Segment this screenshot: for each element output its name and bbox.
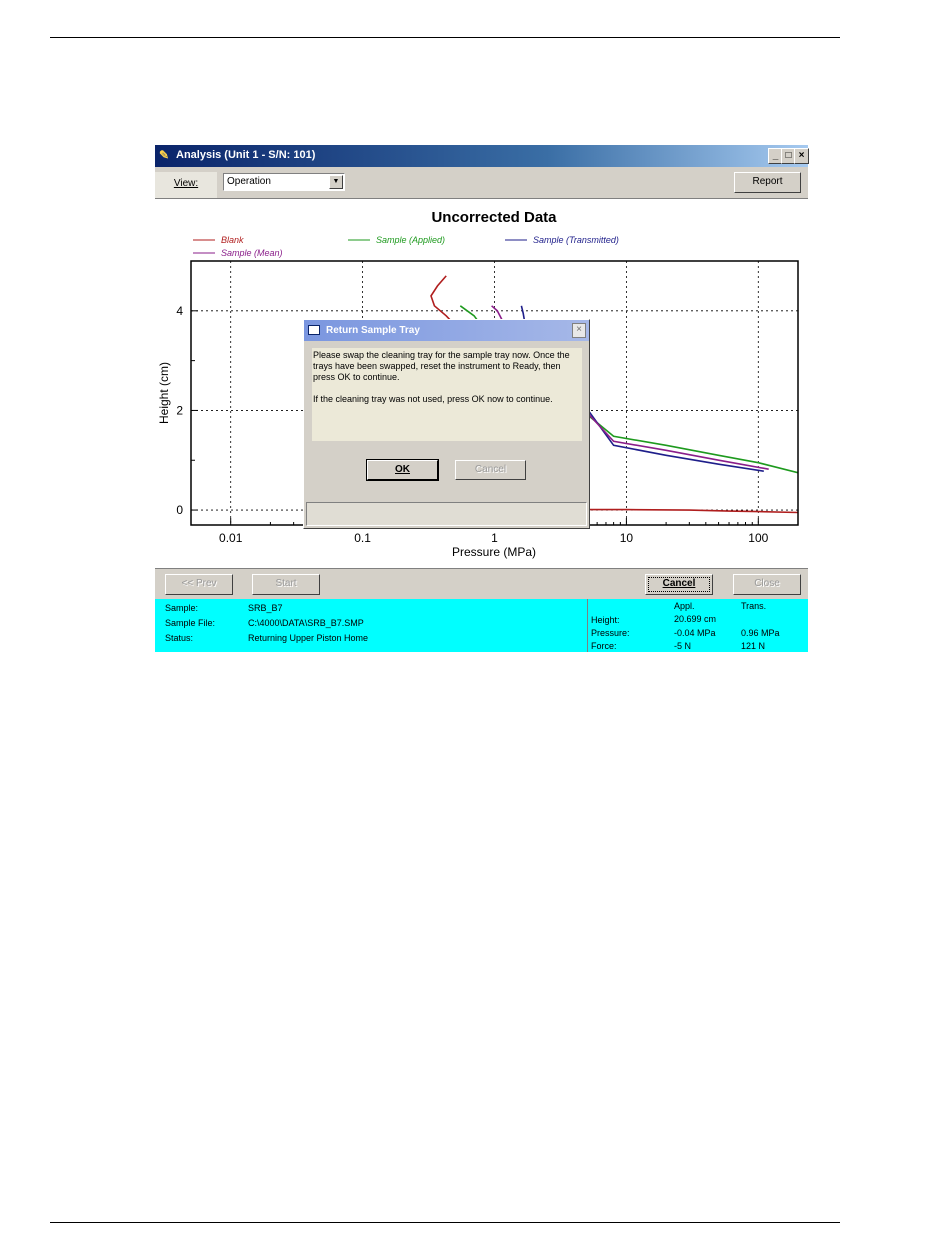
force-trans-value: 121 N	[741, 641, 766, 651]
dialog-message-line-1: Please swap the cleaning tray for the sample tray now. Once the trays have been swapped, reset the instrument to Ready, then press OK to continue.	[313, 350, 570, 382]
force-label: Force:	[591, 641, 617, 651]
dialog-close-icon[interactable]: ×	[572, 323, 586, 338]
x-tick-label: 100	[748, 531, 769, 545]
status-label: Status:	[165, 633, 194, 643]
x-tick-label: 0.1	[354, 531, 371, 545]
x-axis-label: Pressure (MPa)	[451, 545, 537, 559]
y-tick-label: 4	[176, 303, 183, 318]
start-button[interactable]: Start	[252, 574, 320, 595]
height-label: Height:	[591, 615, 620, 625]
dialog-status-strip	[306, 502, 587, 526]
close-button[interactable]: Close	[733, 574, 801, 595]
chart-title: Uncorrected Data	[431, 209, 557, 226]
sample-value: SRB_B7	[248, 603, 283, 613]
x-tick-label: 0.01	[219, 531, 243, 545]
app-icon: ✎	[159, 148, 170, 162]
legend-label-2: Sample (Applied)	[376, 235, 446, 245]
minimize-button[interactable]: _	[768, 148, 783, 164]
view-select-value: Operation	[227, 176, 271, 187]
cancel-button[interactable]: Cancel	[645, 574, 713, 595]
dialog-message-line-2: If the cleaning tray was not used, press OK now to continue.	[313, 394, 553, 404]
dialog-message	[312, 348, 582, 441]
pressure-label: Pressure:	[591, 628, 630, 638]
trans-header: Trans.	[741, 601, 767, 611]
height-appl-value: 20.699 cm	[674, 614, 717, 624]
report-button[interactable]: Report	[734, 172, 801, 193]
legend-label-3: Sample (Transmitted)	[533, 235, 619, 245]
dialog-ok-button[interactable]: OK	[367, 460, 438, 480]
close-window-button[interactable]: ×	[794, 148, 809, 164]
status-divider	[587, 599, 588, 652]
x-tick-label: 10	[619, 531, 634, 545]
y-tick-label: 2	[176, 403, 183, 418]
dialog-titlebar[interactable]	[304, 320, 589, 341]
x-tick-label: 1	[491, 531, 498, 545]
dialog-cancel-button[interactable]: Cancel	[455, 460, 526, 480]
y-tick-label: 0	[176, 503, 183, 518]
view-select[interactable]	[223, 173, 345, 191]
pressure-appl-value: -0.04 MPa	[674, 628, 716, 638]
maximize-button[interactable]: □	[781, 148, 796, 164]
status-panel	[155, 599, 808, 652]
navigation-bar	[155, 568, 808, 600]
sample-label: Sample:	[165, 603, 199, 613]
dialog-window-icon	[308, 325, 320, 335]
pressure-trans-value: 0.96 MPa	[741, 628, 780, 638]
status-value: Returning Upper Piston Home	[248, 633, 369, 643]
legend-label-4: Sample (Mean)	[221, 248, 283, 258]
window-titlebar[interactable]	[155, 145, 808, 167]
view-label: View:	[155, 172, 217, 198]
window-title: Analysis (Unit 1 - S/N: 101)	[176, 149, 316, 161]
page-bottom-rule	[50, 1222, 840, 1223]
appl-header: Appl.	[674, 601, 695, 611]
chevron-down-icon[interactable]: ▼	[329, 175, 343, 189]
return-sample-tray-dialog	[303, 319, 590, 529]
sample-file-label: Sample File:	[165, 618, 216, 628]
page-top-rule	[50, 37, 840, 38]
sample-file-value: C:\4000\DATA\SRB_B7.SMP	[248, 618, 364, 628]
toolbar	[155, 167, 808, 199]
dialog-title: Return Sample Tray	[326, 325, 420, 336]
prev-button[interactable]: << Prev	[165, 574, 233, 595]
force-appl-value: -5 N	[674, 641, 692, 651]
y-axis-label: Height (cm)	[157, 361, 171, 425]
legend-label-1: Blank	[221, 235, 244, 245]
